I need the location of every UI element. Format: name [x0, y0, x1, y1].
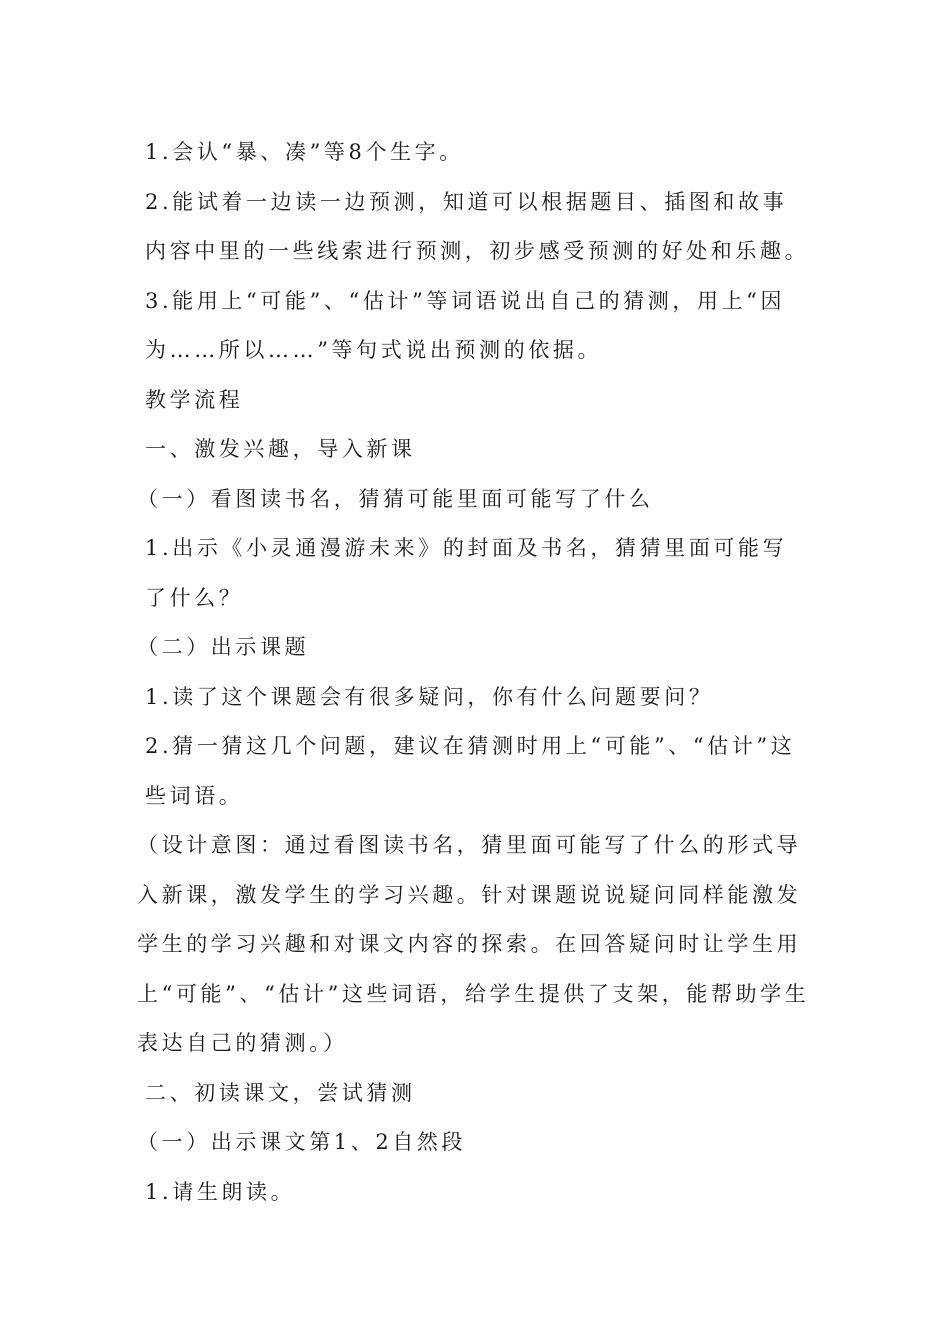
design-intent-note: （设计意图：通过看图读书名，猜里面可能写了什么的形式导入新课，激发学生的学习兴趣。针对课题说说疑问同样能激发学生的学习兴趣和对课文内容的探索。在回答疑问时让学生用上“可能”、“估计”这些词语，给学生提供了支架，能帮助学生表达自己的猜测。） — [137, 833, 810, 1055]
section-heading-teaching-process: 教学流程 — [145, 387, 244, 412]
subheading-1-2: （二）出示课题 — [137, 635, 310, 659]
objective-2: 2.能试着一边读一边预测，知道可以根据题目、插图和故事内容中里的一些线索进行预测，初步感受预测的好处和乐趣。 — [145, 189, 810, 263]
objective-3: 3.能用上“可能”、“估计”等词语说出自己的猜测，用上“因为……所以……”等句式说出预测的依据。 — [145, 288, 786, 362]
step-1-2-1: 1.读了这个课题会有很多疑问，你有什么问题要问？ — [145, 684, 714, 709]
step-1-1-1: 1.出示《小灵通漫游未来》的封面及书名，猜猜里面可能写了什么？ — [145, 536, 788, 610]
subheading-2-1: （一）出示课文第1、2自然段 — [137, 1130, 467, 1154]
step-2-1-1: 1.请生朗读。 — [145, 1179, 296, 1204]
section-heading-part-2: 二、初读课文，尝试猜测 — [145, 1080, 416, 1105]
document-body — [137, 128, 810, 1217]
objective-1: 1.会认“暴、凑”等8个生字。 — [145, 140, 464, 164]
subheading-1-1: （一）看图读书名，猜猜可能里面可能写了什么 — [137, 486, 654, 511]
step-1-2-2: 2.猜一猜这几个问题，建议在猜测时用上“可能”、“估计”这些词语。 — [145, 734, 796, 808]
section-heading-part-1: 一、激发兴趣，导入新课 — [145, 437, 416, 461]
